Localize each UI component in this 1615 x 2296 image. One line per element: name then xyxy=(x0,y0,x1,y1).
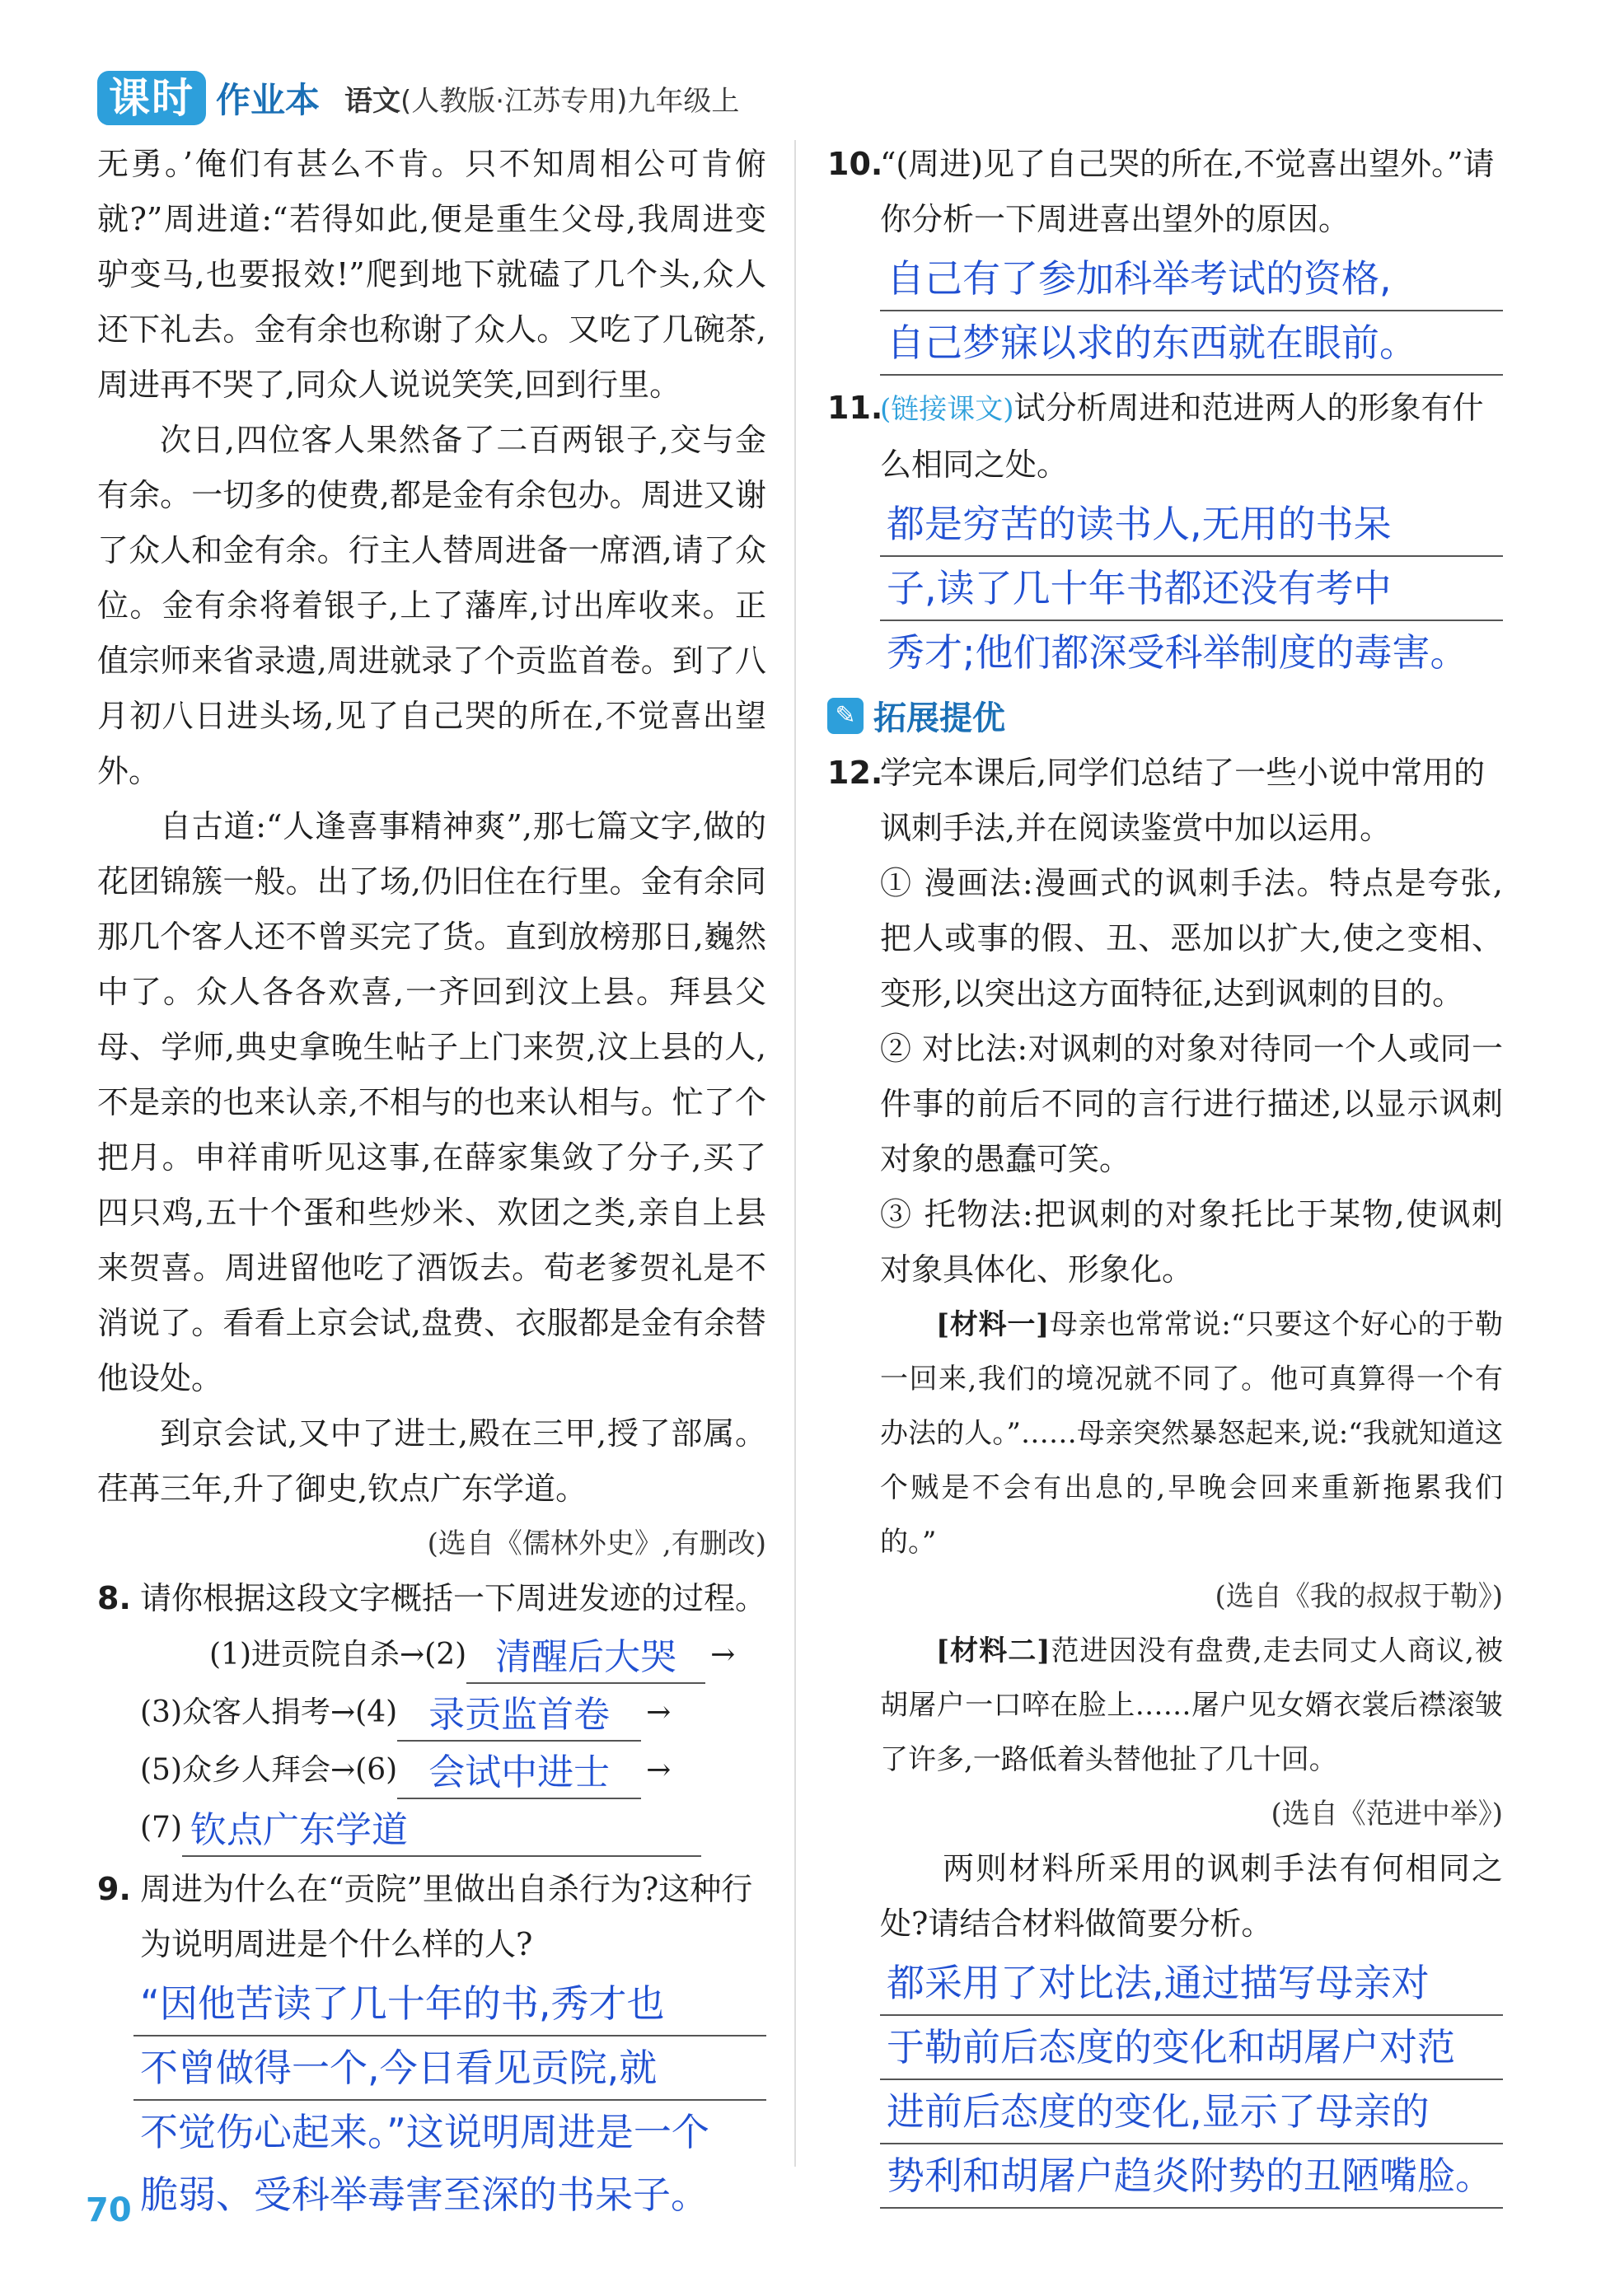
passage-paragraph: 无勇。’俺们有甚么不肯。只不知周相公可肯俯就?”周进道:“若得如此,便是重生父母,我周进变驴变马,也要报效!”爬到地下就磕了几个头,众人还下礼去。金有余也称谢了众人。又吃了几碗茶,周进再不哭了,同众人说说笑笑,回到行里。 xyxy=(97,146,766,403)
technique-item: ① 漫画法:漫画式的讽刺手法。特点是夸张,把人或事的假、丑、恶加以扩大,使之变相、变形,以突出这方面特征,达到讽刺的目的。 xyxy=(880,865,1503,1012)
question-11: 11. (链接课文)试分析周进和范进两人的形象有什么相同之处。 xyxy=(827,390,1484,483)
right-column xyxy=(827,137,1503,2209)
q11-answer: 都是穷苦的读书人,无用的书呆 子,读了几十年书都还没有考中 秀才;他们都深受科举制度的毒害。 xyxy=(880,493,1503,684)
q8-answer-2: 清醒后大哭 xyxy=(466,1633,705,1684)
passage-paragraph: 自古道:“人逢喜事精神爽”,那七篇文字,做的花团锦簇一般。出了场,仍旧住在行里。金有余同那几个客人还不曾买完了货。直到放榜那日,巍然中了。众人各各欢喜,一齐回到汶上县。拜县父母、学师,典史拿晚生帖子上门来贺,汶上县的人,不是亲的也来认亲,不相与的也来认相与。忙了个把月。申祥甫听见这事,在薛家集敛了分子,买了四只鸡,五十个蛋和些炒米、欢团之类,亲自上县来贺喜。周进留他吃了酒饭去。荀老爹贺礼是不消说了。看看上京会试,盘费、衣服都是金有余替他设处。 xyxy=(97,808,766,1396)
passage-source: (选自《儒林外史》,有删改) xyxy=(427,1527,766,1560)
technique-item: ② 对比法:对讽刺的对象对待同一个人或同一件事的前后不同的言行进行描述,以显示讽刺对象的愚蠢可笑。 xyxy=(880,1031,1503,1177)
q8-answer-7: 钦点广东学道 xyxy=(182,1806,701,1857)
book-logo: 课时 xyxy=(97,71,206,125)
subject-info: 语文(人教版·江苏专用)九年级上 xyxy=(344,84,740,118)
q12-body xyxy=(880,856,1503,2209)
page-number: 70 xyxy=(86,2191,132,2229)
question-12: 12. 学完本课后,同学们总结了一些小说中常用的讽刺手法,并在阅读鉴赏中加以运用。 xyxy=(827,755,1486,846)
material-1: [材料一]母亲也常常说:“只要这个好心的于勒一回来,我们的境况就不同了。他可真算得一个有办法的人。”……母亲突然暴怒起来,说:“我就知道这个贼是不会有出息的,早晚会回来重新拖累我们的。” xyxy=(880,1308,1503,1559)
page-header xyxy=(97,69,739,127)
q9-answer: “因他苦读了几十年的书,秀才也 不曾做得一个,今日看见贡院,就 不觉伤心起来。”这说明周进是一个 脆弱、受科举毒害至深的书呆子。 xyxy=(133,1972,766,2226)
q8-answer-6: 会试中进士 xyxy=(397,1748,641,1799)
passage-paragraph: 次日,四位客人果然备了二百两银子,交与金有余。一切多的使费,都是金有余包办。周进又谢了众人和金有余。行主人替周进备一席酒,请了众位。金有余将着银子,上了藩库,讨出库收来。正值宗师来省录遗,周进就录了个贡监首卷。到了八月初八日进头场,见了自己哭的所在,不觉喜出望外。 xyxy=(97,422,766,789)
q10-answer: 自己有了参加科举考试的资格, 自己梦寐以求的东西就在眼前。 xyxy=(880,247,1503,376)
q12-question: 两则材料所采用的讽刺手法有何相同之处?请结合材料做简要分析。 xyxy=(880,1850,1503,1942)
q12-answer: 都采用了对比法,通过描写母亲对 于勒前后态度的变化和胡屠户对范 进前后态度的变化,显示了母亲的 势利和胡屠户趋炎附势的丑陋嘴脸。 xyxy=(880,1952,1503,2209)
q8-row-4: (7) 钦点广东学道 xyxy=(97,1799,766,1857)
material-1-source: (选自《我的叔叔于勒》) xyxy=(1215,1580,1503,1613)
material-2: [材料二]范进因没有盘费,走去同丈人商议,被胡屠户一口啐在脸上……屠户见女婿衣裳后襟滚皱了许多,一路低着头替他扯了几十回。 xyxy=(880,1634,1503,1776)
book-series-title: 作业本 xyxy=(216,80,321,120)
section-header xyxy=(827,692,1503,739)
pencil-icon: ✎ xyxy=(827,698,864,734)
passage-paragraph: 到京会试,又中了进士,殿在三甲,授了部属。荏苒三年,升了御史,钦点广东学道。 xyxy=(97,1415,766,1507)
q8-row-1: (1)进贡院自杀→(2) 清醒后大哭 → xyxy=(97,1626,766,1684)
question-10: 10. “(周进)见了自己哭的所在,不觉喜出望外。”请你分析一下周进喜出望外的原因。 xyxy=(827,146,1495,237)
technique-item: ③ 托物法:把讽刺的对象托比于某物,使讽刺对象具体化、形象化。 xyxy=(880,1196,1503,1288)
question-9: 9. 周进为什么在“贡院”里做出自杀行为?这种行为说明周进是个什么样的人? xyxy=(97,1871,753,1962)
question-8: 8. 请你根据这段文字概括一下周进发迹的过程。 xyxy=(97,1580,767,1616)
left-column xyxy=(97,137,766,2226)
q8-row-3: (5)众乡人拜会→(6) 会试中进士 → xyxy=(97,1742,766,1799)
material-2-source: (选自《范进中举》) xyxy=(1271,1798,1503,1831)
q8-row-2: (3)众客人捐考→(4) 录贡监首卷 → xyxy=(97,1684,766,1742)
section-title: 拓展提优 xyxy=(873,699,1005,737)
q8-answer-4: 录贡监首卷 xyxy=(397,1690,641,1742)
link-text-tag: (链接课文) xyxy=(880,393,1014,426)
column-divider xyxy=(794,140,796,2167)
